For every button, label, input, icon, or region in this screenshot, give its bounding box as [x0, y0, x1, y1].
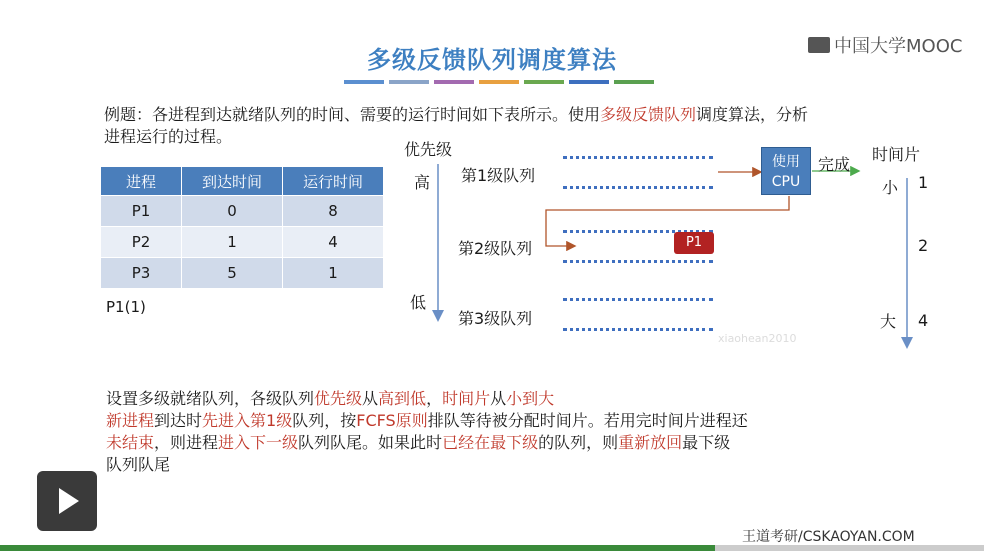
cell: 1: [182, 227, 283, 258]
text-seg: 排队等待被分配时间片。若用完时间片进程还: [427, 411, 748, 430]
cpu-to-queue2-arrow: [546, 196, 789, 246]
p1-note: P1(1): [106, 298, 146, 316]
text-seg: 从: [362, 389, 379, 408]
header-arrival: 到达时间: [182, 167, 283, 196]
text-seg: 优先级: [314, 389, 363, 408]
cpu-label-2: CPU: [771, 174, 801, 190]
header-runtime: 运行时间: [283, 167, 384, 196]
text-seg: 未结束: [106, 433, 155, 452]
queue1-top-line: [563, 156, 713, 159]
header-process: 进程: [101, 167, 182, 196]
queue1-bottom-line: [563, 186, 713, 189]
example-highlight: 多级反馈队列: [600, 105, 697, 124]
queue3-label: 第3级队列: [458, 309, 533, 328]
cpu-box: [761, 147, 811, 195]
priority-label: 优先级: [404, 140, 453, 159]
watermark: xiaohean2010: [718, 332, 797, 345]
text-seg: 重新放回: [618, 433, 683, 452]
queue2-bottom-line: [563, 260, 713, 263]
text-seg: 时间片: [442, 389, 491, 408]
text-seg: 已经在最下级: [442, 433, 539, 452]
cell: 5: [182, 258, 283, 289]
text-seg: 先进入第1级: [202, 411, 293, 430]
cell: 1: [283, 258, 384, 289]
text-seg: 进入下一级: [218, 433, 299, 452]
text-seg: 高到低: [378, 389, 427, 408]
p1-process-tag: P1: [674, 232, 714, 254]
text-seg: 从: [490, 389, 507, 408]
cell: 4: [283, 227, 384, 258]
cpu-label-1: 使用: [772, 154, 800, 170]
queue1-label: 第1级队列: [461, 166, 536, 185]
text-seg: 小到大: [506, 389, 555, 408]
text-seg: 的队列，则: [538, 433, 619, 452]
timeslice-label: 时间片: [872, 145, 921, 164]
done-label: 完成: [818, 155, 851, 174]
text-seg: 新进程: [106, 411, 155, 430]
timeslice-2: 2: [918, 236, 929, 255]
progress-fill: [0, 545, 715, 551]
example-suffix: 调度算法，分析: [696, 105, 809, 124]
explanation-text: [106, 388, 846, 476]
cell: 0: [182, 196, 283, 227]
text-seg: ，: [426, 389, 443, 408]
cell: P3: [101, 258, 182, 289]
cell: P2: [101, 227, 182, 258]
example-prefix: 例题：各进程到达就绪队列的时间、需要的运行时间如下表所示。使用: [104, 105, 601, 124]
priority-low: 低: [410, 293, 427, 312]
timeslice-4: 4: [918, 311, 929, 330]
text-seg: 队列队尾: [106, 455, 171, 474]
queue3-top-line: [563, 298, 713, 301]
text-seg: ，则进程: [154, 433, 219, 452]
cell: 8: [283, 196, 384, 227]
play-button[interactable]: [37, 471, 97, 531]
example-line2: 进程运行的过程。: [104, 127, 233, 146]
text-seg: 最下级: [682, 433, 731, 452]
text-seg: 队列队尾。如果此时: [298, 433, 443, 452]
queue3-bottom-line: [563, 328, 713, 331]
timeslice-1: 1: [918, 173, 929, 192]
cell: P1: [101, 196, 182, 227]
footer-brand: 王道考研/CSKAOYAN.COM: [742, 529, 915, 545]
queue2-label: 第2级队列: [458, 239, 533, 258]
video-progress-bar[interactable]: [0, 545, 984, 551]
priority-high: 高: [414, 173, 431, 192]
timeslice-small: 小: [882, 178, 899, 197]
text-seg: 到达时: [154, 411, 203, 430]
text-seg: 设置多级就绪队列，各级队列: [106, 389, 315, 408]
timeslice-big: 大: [880, 312, 897, 331]
text-seg: 队列，按: [292, 411, 357, 430]
text-seg: FCFS原则: [356, 411, 428, 430]
logo-text: 中国大学MOOC: [834, 36, 963, 57]
slide-title: 多级反馈队列调度算法: [367, 46, 617, 74]
